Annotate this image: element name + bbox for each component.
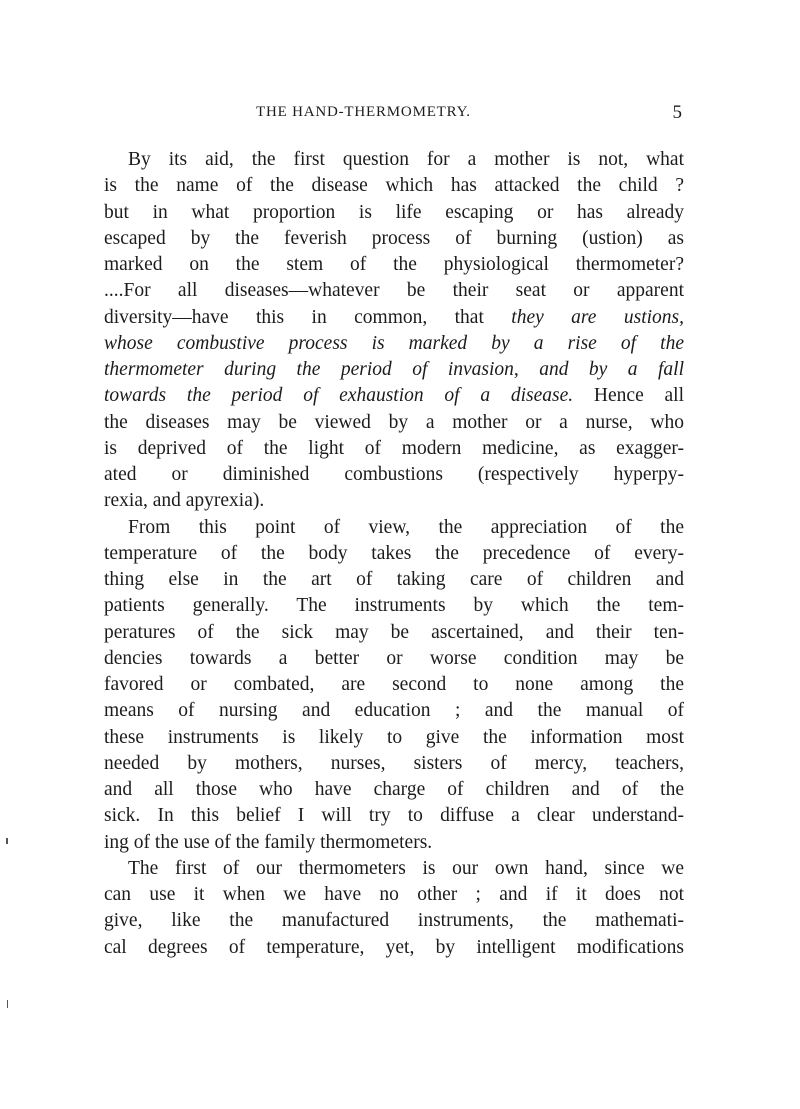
line-text: favored or combated, are second to none among the <box>104 674 684 695</box>
line-text: rexia, and apyrexia). <box>104 490 265 512</box>
line-text: ated or diminished combustions (respectively hyperpy- <box>104 464 684 485</box>
text-line <box>104 436 684 462</box>
line-text: marked on the stem of the physiological thermometer? <box>104 254 684 275</box>
line-text: diversity—have this in common, that <box>104 306 512 328</box>
line-text: ....For all diseases—whatever be their seat or apparent <box>104 280 684 302</box>
text-line <box>104 908 684 934</box>
line-text: and all those who have charge of children and of the <box>104 779 684 800</box>
text-line <box>104 541 684 567</box>
body-text <box>104 147 684 961</box>
text-line <box>104 620 684 646</box>
italic-text: they are ustions, <box>511 306 684 328</box>
page-number: 5 <box>672 102 682 123</box>
line-text: can use it when we have no other ; and if it does not <box>104 884 684 905</box>
text-line <box>104 882 684 908</box>
line-text: these instruments is likely to give the information most <box>104 726 684 748</box>
text-line <box>104 777 684 803</box>
text-line <box>104 725 684 751</box>
text-line <box>104 488 684 514</box>
line-text: patients generally. The instruments by which the tem- <box>104 595 684 617</box>
line-text: is deprived of the light of modern medicine, as exagger- <box>104 437 684 459</box>
text-line <box>104 751 684 777</box>
text-line <box>104 173 684 199</box>
line-text: ing of the use of the family thermometers. <box>104 831 433 853</box>
text-line <box>104 410 684 436</box>
text-line <box>104 305 684 331</box>
text-line <box>104 252 684 278</box>
italic-text: thermometer during the period of invasion, and by a fall <box>104 359 684 380</box>
text-line <box>104 593 684 619</box>
line-text: the diseases may be viewed by a mother or a nurse, who <box>104 411 684 433</box>
line-text: The first of our thermometers is our own hand, since we <box>128 857 684 879</box>
line-text: sick. In this belief I will try to diffuse a clear understand- <box>104 805 684 827</box>
text-line <box>104 462 684 488</box>
line-text: From this point of view, the appreciation of the <box>128 516 684 538</box>
italic-text: whose combustive process is marked by a rise of the <box>104 332 684 354</box>
running-head <box>104 104 684 128</box>
line-text: but in what proportion is life escaping or has already <box>104 201 684 223</box>
text-line <box>104 698 684 724</box>
running-title: THE HAND-THERMOMETRY. <box>256 104 471 120</box>
text-line <box>104 147 684 173</box>
line-text: means of nursing and education ; and the manual of <box>104 700 684 722</box>
line-text: give, like the manufactured instruments, the mathemati- <box>104 910 684 932</box>
line-text: escaped by the feverish process of burning (ustion) as <box>104 227 684 249</box>
line-text: cal degrees of temperature, yet, by intelligent modifications <box>104 936 684 958</box>
text-line <box>104 200 684 226</box>
line-text: peratures of the sick may be ascertained, and their ten- <box>104 621 684 643</box>
text-line <box>104 515 684 541</box>
text-line <box>104 935 684 961</box>
line-text: is the name of the disease which has attacked the child ? <box>104 175 684 197</box>
text-line <box>104 357 684 383</box>
line-text: temperature of the body takes the precedence of every- <box>104 542 684 564</box>
text-line <box>104 803 684 829</box>
text-line <box>104 646 684 672</box>
scan-speck <box>6 838 8 844</box>
scan-speck <box>7 1000 8 1008</box>
text-line <box>104 856 684 882</box>
text-line <box>104 383 684 409</box>
text-line <box>104 331 684 357</box>
text-line <box>104 672 684 698</box>
line-text: thing else in the art of taking care of children and <box>104 569 684 590</box>
line-text: dencies towards a better or worse condition may be <box>104 647 684 669</box>
line-text: By its aid, the first question for a mother is not, what <box>128 149 684 170</box>
text-line <box>104 830 684 856</box>
line-text: needed by mothers, nurses, sisters of mercy, teachers, <box>104 752 684 774</box>
line-text: Hence all <box>573 385 684 407</box>
text-line <box>104 567 684 593</box>
text-line <box>104 226 684 252</box>
italic-text: towards the period of exhaustion of a disease. <box>104 385 574 407</box>
text-line <box>104 278 684 304</box>
